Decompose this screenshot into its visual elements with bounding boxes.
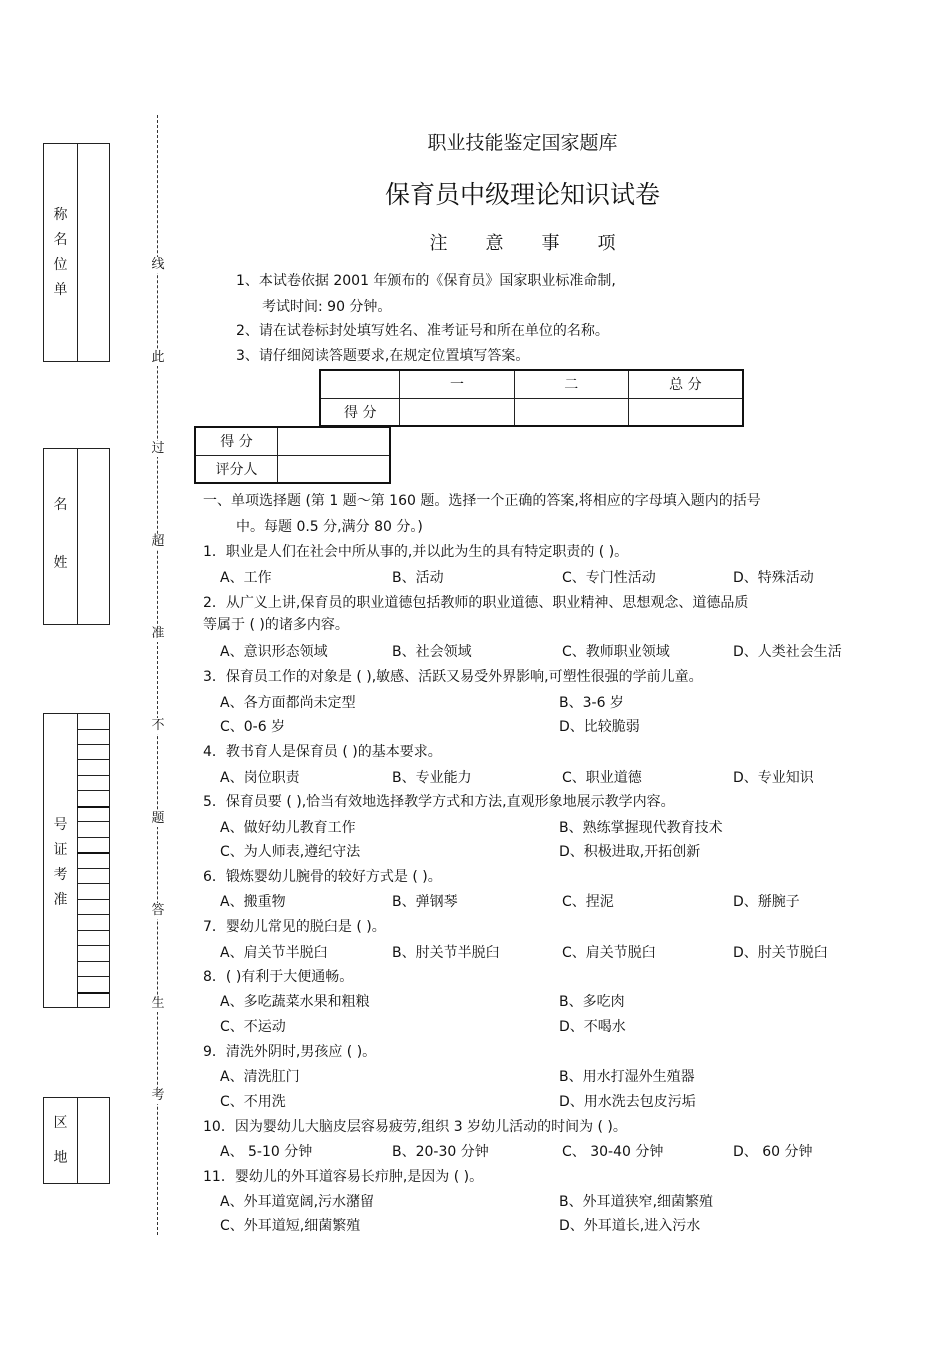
score-table-header: 一 [400, 370, 514, 398]
question-11: 11．婴幼儿的外耳道容易长疖肿,是因为 ( )。 [203, 1169, 484, 1185]
q4-option-d: D、专业知识 [733, 770, 814, 786]
unit-label-2: 名 [53, 232, 68, 248]
score-table [319, 369, 744, 427]
q5-option-a: A、做好幼儿教育工作 [220, 820, 356, 836]
score-table-header [320, 370, 400, 398]
exam-bank-title: 职业技能鉴定国家题库 [427, 132, 618, 154]
question-2-cont: 等属于 ( )的诸多内容。 [203, 617, 349, 633]
binding-char: 准 [151, 626, 165, 641]
ticket-grid-line [77, 914, 109, 915]
question-6: 6．锻炼婴幼儿腕骨的较好方式是 ( )。 [203, 869, 442, 885]
q8-option-a: A、多吃蔬菜水果和粗粮 [220, 994, 370, 1010]
q4-option-a: A、岗位职责 [220, 770, 300, 786]
section-heading: 一、单项选择题 (第 1 题～第 160 题。选择一个正确的答案,将相应的字母填入题内的括号 [203, 493, 761, 509]
section-heading-cont: 中。每题 0.5 分,满分 80 分。) [236, 519, 423, 535]
q3-option-b: B、3-6 岁 [559, 695, 624, 711]
question-3: 3．保育员工作的对象是 ( ),敏感、活跃又易受外界影响,可塑性很强的学前儿童。 [203, 669, 703, 685]
q7-option-b: B、肘关节半脱臼 [392, 945, 500, 961]
notice-item: 考试时间: 90 分钟。 [262, 299, 392, 315]
question-8: 8．( )有利于大便通畅。 [203, 969, 354, 985]
q8-option-b: B、多吃肉 [559, 994, 625, 1010]
ticket-grid-line [77, 837, 109, 838]
q8-option-d: D、不喝水 [559, 1019, 626, 1035]
question-5: 5．保育员要 ( ),恰当有效地选择教学方式和方法,直观形象地展示教学内容。 [203, 794, 675, 810]
q11-option-a: A、外耳道宽阔,污水潴留 [220, 1194, 375, 1210]
score-row-label: 得 分 [320, 398, 400, 426]
binding-char: 答 [151, 903, 165, 918]
grader-name-cell[interactable] [278, 455, 391, 483]
ticket-grid-line [77, 821, 109, 822]
q5-option-c: C、为人师表,遵纪守法 [220, 844, 361, 860]
question-10: 10．因为婴幼儿大脑皮层容易疲劳,组织 3 岁幼儿活动的时间为 ( )。 [203, 1119, 627, 1135]
binding-char: 超 [151, 534, 165, 549]
q5-option-b: B、熟练掌握现代教育技术 [559, 820, 723, 836]
ticket-grid-line [77, 744, 109, 745]
unit-label-4: 单 [53, 282, 68, 298]
grader-score-cell[interactable] [278, 427, 391, 455]
score-table-header: 总 分 [628, 370, 743, 398]
q2-option-c: C、教师职业领域 [562, 644, 670, 660]
name-box-divider [77, 449, 78, 624]
q9-option-a: A、清洗肛门 [220, 1069, 300, 1085]
q10-option-d: D、 60 分钟 [733, 1144, 813, 1160]
ticket-grid-line [77, 899, 109, 900]
q1-option-a: A、工作 [220, 570, 272, 586]
ticket-label-3: 考 [53, 867, 68, 883]
ticket-grid-line [77, 976, 109, 977]
ticket-grid-line [77, 759, 109, 760]
ticket-label-1: 号 [53, 817, 68, 833]
q9-option-c: C、不用洗 [220, 1094, 286, 1110]
binding-char: 此 [151, 350, 165, 365]
question-2: 2．从广义上讲,保育员的职业道德包括教师的职业道德、职业精神、思想观念、道德品质 [203, 595, 749, 611]
q1-option-c: C、专门性活动 [562, 570, 656, 586]
binding-char: 生 [151, 996, 165, 1011]
q2-option-b: B、社会领域 [392, 644, 472, 660]
binding-dashed-line [157, 115, 158, 1235]
question-9: 9．清洗外阴时,男孩应 ( )。 [203, 1044, 377, 1060]
q2-option-d: D、人类社会生活 [733, 644, 842, 660]
q3-option-d: D、比较脆弱 [559, 719, 640, 735]
ticket-label-4: 准 [53, 892, 68, 908]
q10-option-b: B、20-30 分钟 [392, 1144, 489, 1160]
q6-option-d: D、掰腕子 [733, 894, 800, 910]
q6-option-a: A、搬重物 [220, 894, 286, 910]
region-box [43, 1097, 110, 1184]
question-7: 7．婴幼儿常见的脱臼是 ( )。 [203, 919, 386, 935]
question-4: 4．教书育人是保育员 ( )的基本要求。 [203, 744, 442, 760]
q6-option-c: C、捏泥 [562, 894, 614, 910]
ticket-grid-line [77, 729, 109, 730]
unit-label-1: 称 [53, 207, 68, 223]
ticket-grid-line [77, 945, 109, 946]
score-cell[interactable] [400, 398, 514, 426]
ticket-box-divider [77, 714, 78, 1007]
score-cell[interactable] [514, 398, 628, 426]
q3-option-a: A、各方面都尚未定型 [220, 695, 356, 711]
binding-char: 不 [151, 718, 165, 733]
binding-char: 线 [151, 257, 165, 272]
exam-paper-title: 保育员中级理论知识试卷 [384, 180, 660, 209]
q1-option-d: D、特殊活动 [733, 570, 814, 586]
notice-item: 3、请仔细阅读答题要求,在规定位置填写答案。 [236, 348, 530, 364]
ticket-grid-line [77, 852, 109, 854]
grader-name-label: 评分人 [195, 455, 278, 483]
q4-option-c: C、职业道德 [562, 770, 642, 786]
q1-option-b: B、活动 [392, 570, 444, 586]
q7-option-c: C、肩关节脱臼 [562, 945, 656, 961]
q7-option-a: A、肩关节半脱臼 [220, 945, 328, 961]
q2-option-a: A、意识形态领域 [220, 644, 328, 660]
q9-option-d: D、用水洗去包皮污垢 [559, 1094, 696, 1110]
score-table-header: 二 [514, 370, 628, 398]
name-label-1: 名 [53, 497, 68, 513]
region-label-1: 区 [53, 1115, 68, 1131]
q7-option-d: D、肘关节脱臼 [733, 945, 828, 961]
q11-option-b: B、外耳道狭窄,细菌繁殖 [559, 1194, 714, 1210]
ticket-grid-line [77, 868, 109, 869]
q11-option-d: D、外耳道长,进入污水 [559, 1218, 701, 1234]
unit-label-3: 位 [53, 257, 68, 273]
ticket-grid-line [77, 790, 109, 791]
q8-option-c: C、不运动 [220, 1019, 286, 1035]
grader-table [194, 426, 391, 484]
score-cell[interactable] [628, 398, 743, 426]
q10-option-c: C、 30-40 分钟 [562, 1144, 664, 1160]
ticket-grid-line [77, 992, 109, 994]
ticket-box [43, 713, 110, 1008]
q10-option-a: A、 5-10 分钟 [220, 1144, 313, 1160]
ticket-grid-line [77, 775, 109, 776]
ticket-label-2: 证 [53, 842, 68, 858]
q11-option-c: C、外耳道短,细菌繁殖 [220, 1218, 361, 1234]
region-label-2: 地 [53, 1150, 68, 1166]
q9-option-b: B、用水打湿外生殖器 [559, 1069, 695, 1085]
name-label-2: 姓 [53, 555, 68, 571]
q5-option-d: D、积极进取,开拓创新 [559, 844, 701, 860]
ticket-grid-line [77, 961, 109, 962]
q4-option-b: B、专业能力 [392, 770, 472, 786]
name-box [43, 448, 110, 625]
ticket-grid-line [77, 883, 109, 884]
ticket-grid-line [77, 806, 109, 808]
notice-item: 1、本试卷依据 2001 年颁布的《保育员》国家职业标准命制, [236, 273, 616, 289]
question-1: 1．职业是人们在社会中所从事的,并以此为生的具有特定职责的 ( )。 [203, 544, 629, 560]
notice-heading: 注意事项 [429, 233, 654, 254]
region-box-divider [77, 1098, 78, 1183]
binding-char: 过 [151, 441, 165, 456]
binding-char: 题 [151, 811, 165, 826]
binding-char: 考 [151, 1088, 165, 1103]
grader-score-label: 得 分 [195, 427, 278, 455]
notice-item: 2、请在试卷标封处填写姓名、准考证号和所在单位的名称。 [236, 323, 609, 339]
q6-option-b: B、弹钢琴 [392, 894, 458, 910]
ticket-grid-line [77, 930, 109, 931]
q3-option-c: C、0-6 岁 [220, 719, 286, 735]
